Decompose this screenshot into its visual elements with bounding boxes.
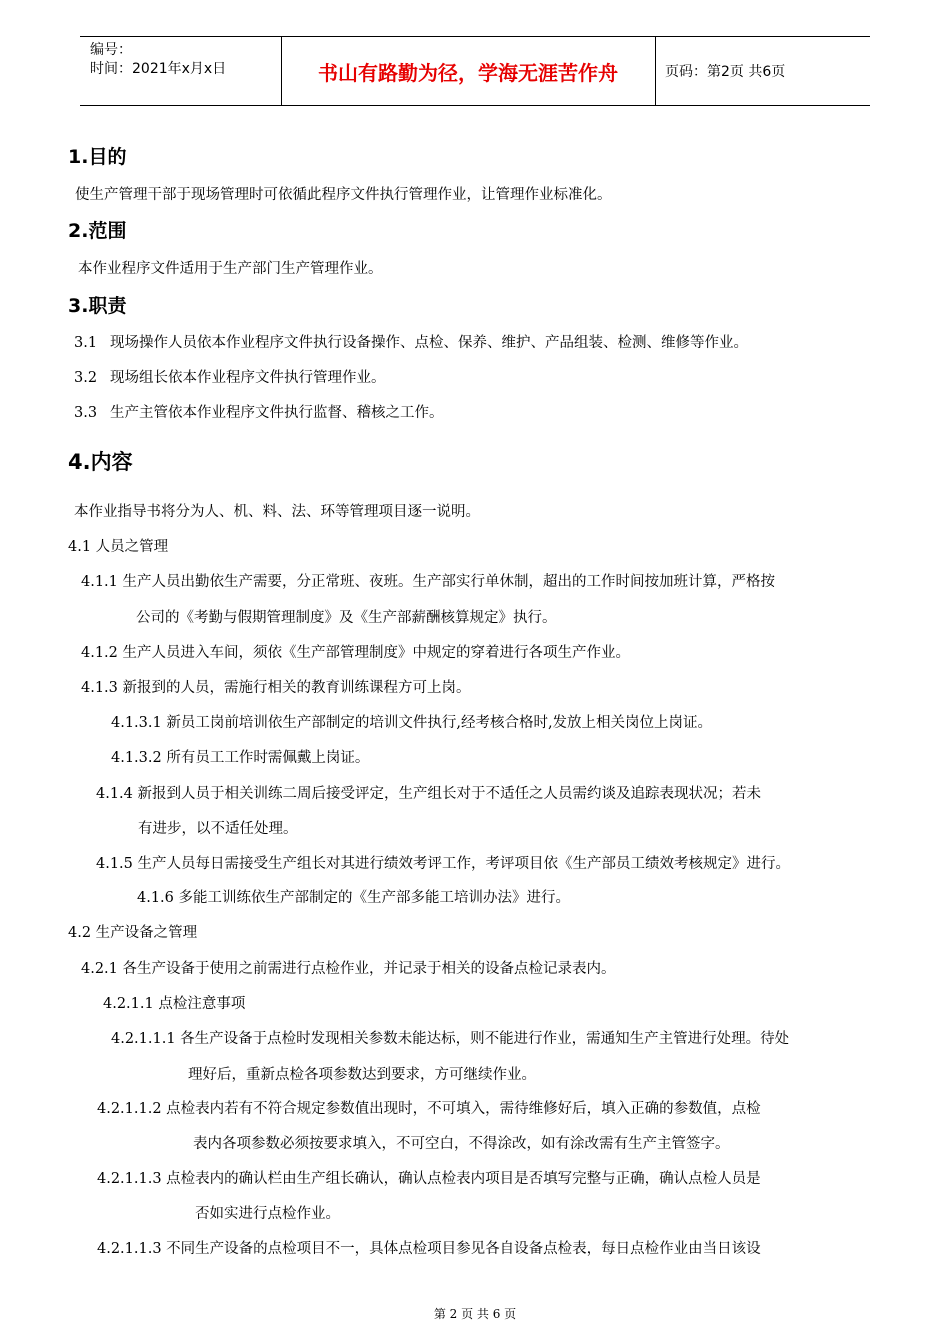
duty-text: 现场组长依本作业程序文件执行管理作业。 bbox=[110, 370, 386, 386]
clause-4-1-3: 4.1.3 新报到的人员，需施行相关的教育训练课程方可上岗。 bbox=[81, 680, 471, 696]
time-label: 时间：2021年x月x日 bbox=[90, 61, 227, 77]
clause-4-1-3-2: 4.1.3.2 所有员工工作时需佩戴上岗证。 bbox=[111, 750, 370, 766]
clause-4-2-1-1-3: 4.2.1.1.3 点检表内的确认栏由生产组长确认，确认点检表内项目是否填写完整与正确，确认点检人员是 bbox=[97, 1171, 761, 1187]
clause-4-1-6: 4.1.6 多能工训练依生产部制定的《生产部多能工培训办法》进行。 bbox=[137, 890, 571, 906]
clause-4-1-5: 4.1.5 生产人员每日需接受生产组长对其进行绩效考评工作，考评项目依《生产部员工绩效考核规定》进行。 bbox=[96, 856, 790, 872]
clause-4-2-1-1: 4.2.1.1 点检注意事项 bbox=[103, 996, 246, 1012]
header-meta bbox=[90, 41, 226, 79]
duty-number: 3.1 bbox=[74, 335, 98, 351]
duty-item bbox=[74, 331, 748, 352]
clause-4-1: 4.1 人员之管理 bbox=[68, 539, 169, 555]
section-3-title: 3.职责 bbox=[68, 295, 127, 317]
clause-4-1-4: 4.1.4 新报到人员于相关训练二周后接受评定，生产组长对于不适任之人员需约谈及追踪表现状况；若未 bbox=[96, 786, 761, 802]
clause-4-1-3-1: 4.1.3.1 新员工岗前培训依生产部制定的培训文件执行,经考核合格时,发放上相关岗位上岗证。 bbox=[111, 715, 713, 731]
duty-number: 3.3 bbox=[74, 405, 98, 421]
duty-text: 现场操作人员依本作业程序文件执行设备操作、点检、保养、维护、产品组装、检测、维修等作业。 bbox=[110, 335, 748, 351]
clause-4-1-1-cont: 公司的《考勤与假期管理制度》及《生产部薪酬核算规定》执行。 bbox=[136, 610, 557, 626]
clause-4-2-1: 4.2.1 各生产设备于使用之前需进行点检作业，并记录于相关的设备点检记录表内。 bbox=[81, 961, 616, 977]
clause-4-1-4-cont: 有进步，以不适任处理。 bbox=[138, 821, 298, 837]
page-footer bbox=[0, 1305, 950, 1322]
doc-number-label: 编号： bbox=[90, 42, 132, 58]
clause-4-2-1-1-2: 4.2.1.1.2 点检表内若有不符合规定参数值出现时，不可填入，需待维修好后，填入正确的参数值，点检 bbox=[97, 1101, 761, 1117]
clause-4-1-2: 4.1.2 生产人员进入车间，须依《生产部管理制度》中规定的穿着进行各项生产作业。 bbox=[81, 645, 631, 661]
clause-4-2: 4.2 生产设备之管理 bbox=[68, 925, 198, 941]
header-page-label: 页码：第2页 共6页 bbox=[665, 64, 786, 80]
clause-4-2-1-1-4: 4.2.1.1.3 不同生产设备的点检项目不一，具体点检项目参见各自设备点检表，每日点检作业由当日该设 bbox=[97, 1241, 761, 1257]
clause-4-2-1-1-3-cont: 否如实进行点检作业。 bbox=[195, 1206, 340, 1222]
section-2-text: 本作业程序文件适用于生产部门生产管理作业。 bbox=[78, 261, 383, 277]
duty-text: 生产主管依本作业程序文件执行监督、稽核之工作。 bbox=[110, 405, 444, 421]
clause-4-2-1-1-1-cont: 理好后，重新点检各项参数达到要求，方可继续作业。 bbox=[188, 1067, 536, 1083]
section-4-intro: 本作业指导书将分为人、机、料、法、环等管理项目逐一说明。 bbox=[74, 504, 480, 520]
footer-page-number: 第 2 页 共 6 页 bbox=[433, 1307, 517, 1321]
section-2-title: 2.范围 bbox=[68, 220, 127, 242]
clause-4-1-1: 4.1.1 生产人员出勤依生产需要，分正常班、夜班。生产部实行单休制，超出的工作时间按加班计算，严格按 bbox=[81, 574, 775, 590]
document-header bbox=[80, 36, 870, 106]
clause-4-2-1-1-1: 4.2.1.1.1 各生产设备于点检时发现相关参数未能达标，则不能进行作业，需通知生产主管进行处理。待处 bbox=[111, 1031, 790, 1047]
section-1-text: 使生产管理干部于现场管理时可依循此程序文件执行管理作业，让管理作业标准化。 bbox=[75, 187, 612, 203]
duty-item bbox=[74, 401, 444, 422]
header-divider bbox=[655, 37, 656, 105]
clause-4-2-1-1-2-cont: 表内各项参数必须按要求填入，不可空白，不得涂改，如有涂改需有生产主管签字。 bbox=[193, 1136, 730, 1152]
duty-number: 3.2 bbox=[74, 370, 98, 386]
duty-item bbox=[74, 366, 386, 387]
section-1-title: 1.目的 bbox=[68, 146, 127, 168]
header-motto: 书山有路勤为径，学海无涯苦作舟 bbox=[318, 60, 618, 85]
section-4-title: 4.内容 bbox=[68, 450, 133, 474]
